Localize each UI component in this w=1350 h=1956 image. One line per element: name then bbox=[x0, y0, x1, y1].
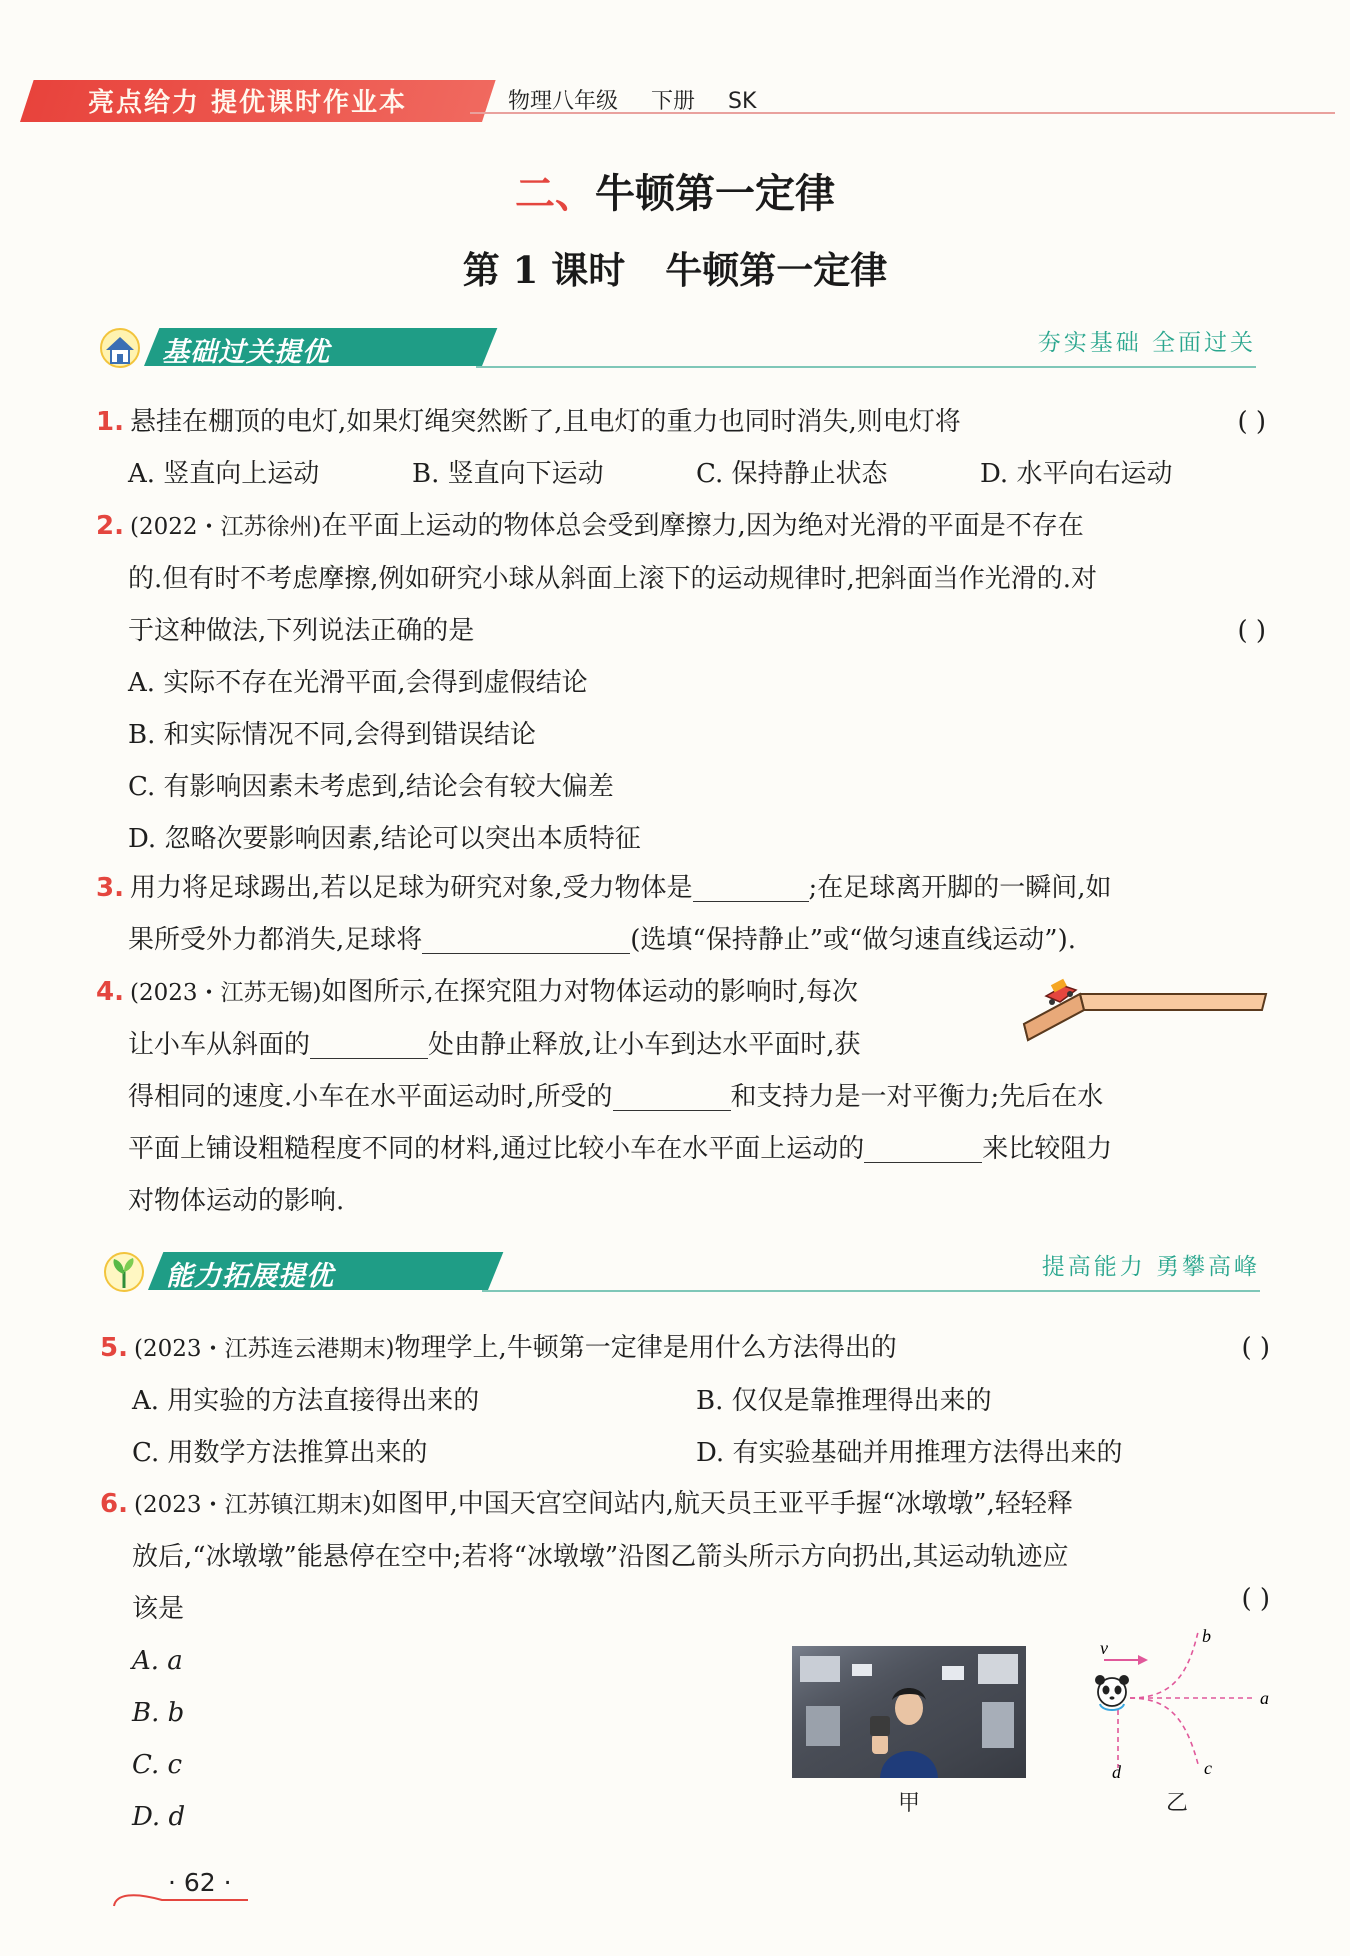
option-row bbox=[96, 448, 1266, 500]
question-text: 物理学上,牛顿第一定律是用什么方法得出的 bbox=[394, 1333, 897, 1363]
incline-ramp-figure bbox=[1020, 966, 1270, 1056]
question-text: 处由静止释放,让小车到达水平面时,获 bbox=[428, 1030, 861, 1060]
section-ability-header bbox=[100, 1248, 1260, 1298]
header-edition: SK bbox=[728, 89, 757, 114]
figure-caption-yi: 乙 bbox=[1166, 1791, 1189, 1816]
option-b[interactable]: B. 和实际情况不同,会得到错误结论 bbox=[128, 720, 536, 750]
answer-paren: ( ) bbox=[1241, 1333, 1270, 1363]
section-title: 能力拓展提优 bbox=[166, 1261, 334, 1292]
question-number: 1. bbox=[96, 407, 124, 437]
trajectory-diagram bbox=[1078, 1628, 1278, 1788]
option-c[interactable]: C. 用数学方法推算出来的 bbox=[132, 1438, 428, 1468]
option-b[interactable]: B. b bbox=[132, 1698, 185, 1728]
page-number: · 62 · bbox=[168, 1868, 232, 1897]
question-5 bbox=[100, 1322, 1270, 1479]
question-text: 用力将足球踢出,若以足球为研究对象,受力物体是 bbox=[129, 873, 693, 903]
question-text: 如图所示,在探究阻力对物体运动的影响时,每次 bbox=[321, 977, 858, 1007]
answer-blank-2[interactable] bbox=[422, 919, 630, 954]
section-motto: 夯实基础 全面过关 bbox=[1037, 330, 1256, 356]
option-d[interactable]: D. d bbox=[132, 1802, 186, 1832]
question-source: (2023・江苏无锡) bbox=[129, 980, 322, 1006]
option-d[interactable]: D. 水平向右运动 bbox=[980, 459, 1173, 489]
question-number: 6. bbox=[100, 1489, 128, 1519]
space-station-photo bbox=[792, 1646, 1026, 1778]
trajectory-b bbox=[1130, 1632, 1198, 1698]
label-b: b bbox=[1202, 1628, 1211, 1646]
lesson-name: 牛顿第一定律 bbox=[665, 248, 888, 292]
question-text: 来比较阻力 bbox=[982, 1134, 1113, 1164]
answer-blank-1[interactable] bbox=[693, 867, 809, 902]
option-a[interactable]: A. a bbox=[132, 1646, 183, 1676]
option-c[interactable]: C. 有影响因素未考虑到,结论会有较大偏差 bbox=[128, 772, 614, 802]
option-a[interactable]: A. 竖直向上运动 bbox=[128, 459, 320, 489]
section-basic-header bbox=[96, 324, 1256, 374]
question-text: 对物体运动的影响. bbox=[128, 1186, 345, 1216]
question-text: 平面上铺设粗糙程度不同的材料,通过比较小车在水平面上运动的 bbox=[128, 1134, 865, 1164]
question-text: 果所受外力都消失,足球将 bbox=[128, 925, 423, 955]
question-text-line-3: 该是 bbox=[132, 1594, 185, 1624]
question-text: 让小车从斜面的 bbox=[128, 1030, 311, 1060]
option-b[interactable]: B. 仅仅是靠推理得出来的 bbox=[696, 1386, 992, 1416]
question-text: (选填“保持静止”或“做匀速直线运动”). bbox=[630, 925, 1076, 955]
header-brand: 亮点给力 提优课时作业本 bbox=[88, 88, 408, 118]
section-title: 基础过关提优 bbox=[162, 337, 330, 368]
header-volume: 下册 bbox=[651, 89, 696, 114]
chapter-title bbox=[0, 162, 1350, 219]
option-row bbox=[100, 1375, 1270, 1427]
answer-blank-2[interactable] bbox=[613, 1076, 731, 1111]
question-text: ;在足球离开脚的一瞬间,如 bbox=[808, 873, 1112, 903]
question-number: 2. bbox=[96, 511, 124, 541]
option-a[interactable]: A. 用实验的方法直接得出来的 bbox=[132, 1386, 480, 1416]
option-b[interactable]: B. 竖直向下运动 bbox=[412, 459, 604, 489]
option-c[interactable]: C. 保持静止状态 bbox=[696, 459, 888, 489]
question-3 bbox=[96, 862, 1266, 966]
question-source: (2023・江苏镇江期末) bbox=[133, 1492, 372, 1518]
question-1 bbox=[96, 396, 1266, 500]
option-d[interactable]: D. 有实验基础并用推理方法得出来的 bbox=[696, 1438, 1123, 1468]
section-rule bbox=[482, 1290, 1260, 1292]
header-info bbox=[508, 84, 782, 115]
question-text-line-1: 在平面上运动的物体总会受到摩擦力,因为绝对光滑的平面是不存在 bbox=[321, 511, 1084, 541]
velocity-arrow bbox=[1104, 1655, 1148, 1665]
answer-blank-3[interactable] bbox=[864, 1128, 982, 1163]
panda-mascot-icon bbox=[1095, 1675, 1129, 1710]
option-a[interactable]: A. 实际不存在光滑平面,会得到虚假结论 bbox=[128, 668, 588, 698]
house-icon bbox=[98, 326, 142, 370]
option-c[interactable]: C. c bbox=[132, 1750, 183, 1780]
question-text-line-3: 于这种做法,下列说法正确的是 bbox=[128, 616, 475, 646]
lesson-title bbox=[0, 240, 1350, 294]
option-d[interactable]: D. 忽略次要影响因素,结论可以突出本质特征 bbox=[128, 824, 641, 854]
answer-paren: ( ) bbox=[1237, 616, 1266, 646]
figure-caption-jia: 甲 bbox=[898, 1791, 921, 1816]
answer-paren: ( ) bbox=[1237, 407, 1266, 437]
question-number: 5. bbox=[100, 1333, 128, 1363]
answer-blank-1[interactable] bbox=[310, 1024, 428, 1059]
question-source: (2022・江苏徐州) bbox=[129, 514, 322, 540]
chapter-name: 牛顿第一定律 bbox=[595, 170, 835, 217]
question-number: 3. bbox=[96, 873, 124, 903]
label-c: c bbox=[1204, 1758, 1212, 1778]
question-text: 得相同的速度.小车在水平面运动时,所受的 bbox=[128, 1082, 613, 1112]
label-a: a bbox=[1260, 1688, 1269, 1708]
label-v: v bbox=[1100, 1638, 1108, 1658]
label-d: d bbox=[1112, 1762, 1121, 1782]
question-number: 4. bbox=[96, 977, 124, 1007]
question-2 bbox=[96, 500, 1266, 865]
question-text-line-2: 放后,“冰墩墩”能悬停在空中;若将“冰墩墩”沿图乙箭头所示方向扔出,其运动轨迹应 bbox=[132, 1542, 1069, 1572]
sprout-icon bbox=[102, 1250, 146, 1294]
option-row bbox=[100, 1427, 1270, 1479]
trajectory-c bbox=[1130, 1698, 1198, 1764]
question-text-line-1: 如图甲,中国天宫空间站内,航天员王亚平手握“冰墩墩”,轻轻释 bbox=[371, 1489, 1073, 1519]
question-text: 悬挂在棚顶的电灯,如果灯绳突然断了,且电灯的重力也同时消失,则电灯将 bbox=[129, 407, 961, 437]
question-source: (2023・江苏连云港期末) bbox=[133, 1336, 395, 1362]
header-subject: 物理八年级 bbox=[508, 89, 619, 114]
section-rule bbox=[476, 366, 1256, 368]
chapter-number: 二、 bbox=[515, 170, 595, 217]
answer-paren: ( ) bbox=[1241, 1584, 1270, 1614]
lesson-label: 第 1 课时 bbox=[462, 248, 626, 292]
section-motto: 提高能力 勇攀高峰 bbox=[1041, 1254, 1260, 1280]
question-text-line-2: 的.但有时不考虑摩擦,例如研究小球从斜面上滚下的运动规律时,把斜面当作光滑的.对 bbox=[128, 564, 1098, 594]
question-text: 和支持力是一对平衡力;先后在水 bbox=[730, 1082, 1104, 1112]
